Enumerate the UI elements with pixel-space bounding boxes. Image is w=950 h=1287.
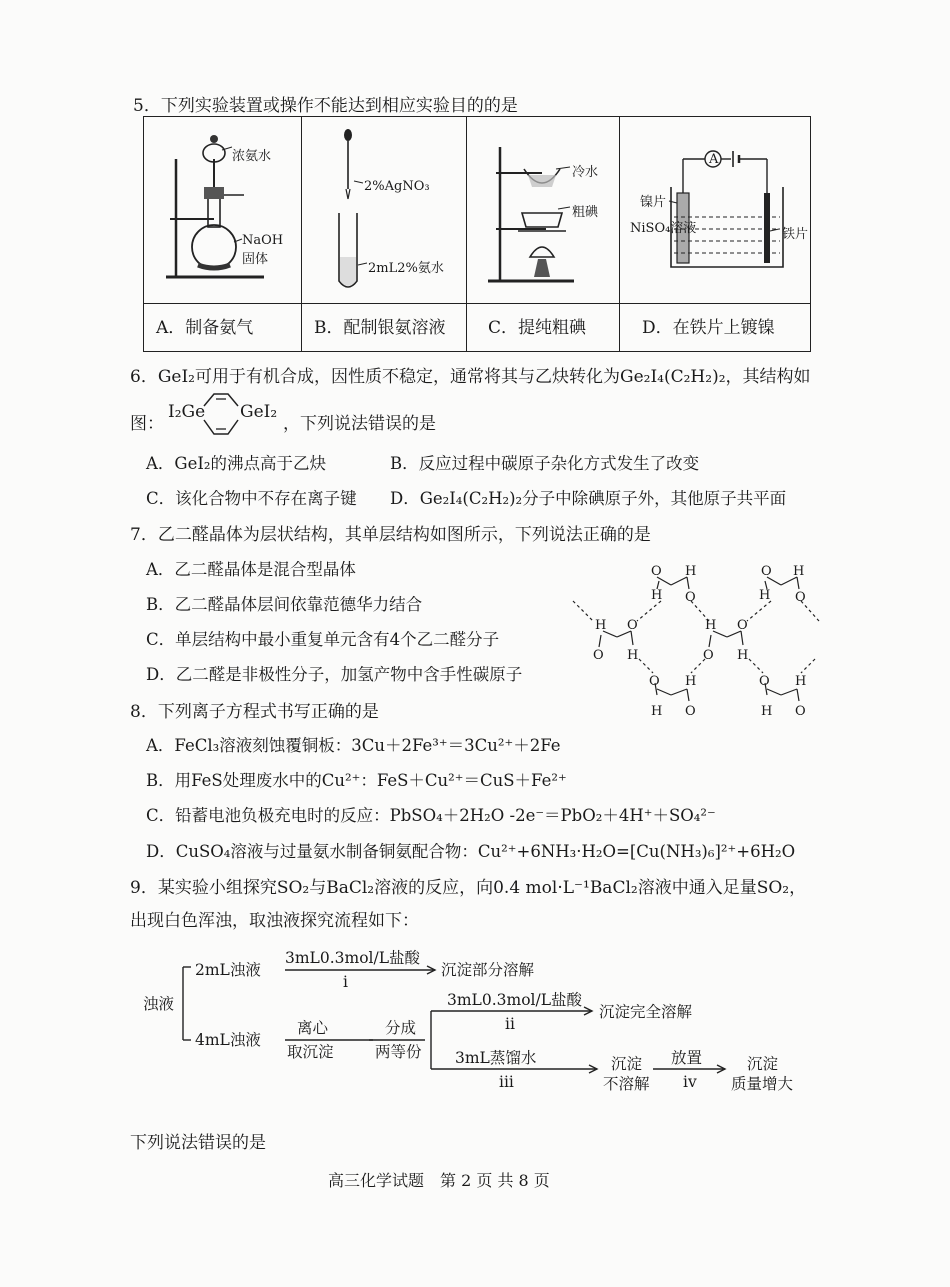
q7-atom-h: H <box>685 564 697 579</box>
q9-stem-line2: 出现白色浑浊，取浊液探究流程如下： <box>130 911 419 931</box>
flow-step-iv: iv <box>683 1073 697 1091</box>
q9-stem-line1: 9．某实验小组探究SO₂与BaCl₂溶液的反应，向0.4 mol·L⁻¹BaCl₂溶液中通入足量SO₂， <box>130 878 807 898</box>
q8-option-d[interactable]: D．CuSO₄溶液与过量氨水制备铜氨配合物：Cu²⁺+6NH₃·H₂O=[Cu(NH₃)₆]²⁺+6H₂O <box>146 842 796 861</box>
q7-glyoxal-layer-figure <box>565 555 825 725</box>
q6-struct-right: GeI₂ <box>240 402 278 422</box>
q7-atom-o: O <box>627 618 638 633</box>
q8-option-a[interactable]: A．FeCl₃溶液刻蚀覆铜板：3Cu＋2Fe³⁺＝3Cu²⁺＋2Fe <box>146 736 561 755</box>
q7-atom-h: H <box>651 704 663 719</box>
apparatus-d-label-nickel: 镍片 <box>640 195 667 210</box>
q7-atom-h: H <box>793 564 805 579</box>
flow-centrifuge-2: 取沉淀 <box>287 1043 334 1061</box>
q6-option-d[interactable]: D．Ge₂I₄(C₂H₂)₂分子中除碘原子外，其他原子共平面 <box>390 489 787 508</box>
q7-atom-o: O <box>795 704 806 719</box>
apparatus-b-label-agno3: 2%AgNO₃ <box>364 179 430 194</box>
q9-followup: 下列说法错误的是 <box>130 1133 266 1153</box>
q7-option-a[interactable]: A．乙二醛晶体是混合型晶体 <box>146 560 356 579</box>
q6-option-b[interactable]: B．反应过程中碳原子杂化方式发生了改变 <box>390 454 700 473</box>
q7-atom-o: O <box>761 564 772 579</box>
q7-atom-h: H <box>651 588 663 603</box>
q6-stem-line1: 6．GeI₂可用于有机合成，因性质不稳定，通常将其与乙炔转化为Ge₂I₄(C₂H₂)₂，其结构如 <box>130 367 811 387</box>
flow-result-ii: 沉淀完全溶解 <box>599 1003 693 1021</box>
q5-apparatus-table <box>143 116 811 352</box>
q7-atom-h: H <box>627 648 639 663</box>
q7-atom-o: O <box>649 674 660 689</box>
q6-stem-prefix: 图： <box>130 414 164 434</box>
flow-bottom-branch: 4mL浊液 <box>195 1031 261 1049</box>
q5-option-c[interactable]: C．提纯粗碘 <box>488 318 587 338</box>
apparatus-d-figure <box>619 117 810 303</box>
apparatus-c-label-water: 冷水 <box>572 165 599 180</box>
q7-option-c[interactable]: C．单层结构中最小重复单元含有4个乙二醛分子 <box>146 630 500 649</box>
q8-option-b[interactable]: B．用FeS处理废水中的Cu²⁺：FeS＋Cu²⁺＝CuS＋Fe²⁺ <box>146 771 567 790</box>
flow-centrifuge-1: 离心 <box>297 1019 329 1037</box>
flow-top-branch: 2mL浊液 <box>195 961 261 979</box>
q7-atom-h: H <box>685 674 697 689</box>
flow-result-iii-2: 不溶解 <box>603 1075 650 1093</box>
q7-atom-o: O <box>737 618 748 633</box>
q6-option-c[interactable]: C．该化合物中不存在离子键 <box>146 489 357 508</box>
apparatus-a-label-naoh: NaOH <box>242 233 284 248</box>
flow-split-2: 两等份 <box>375 1043 422 1061</box>
q7-atom-o: O <box>703 648 714 663</box>
flow-step-iv-reagent: 放置 <box>671 1049 703 1067</box>
apparatus-a-figure <box>144 117 301 303</box>
q8-stem: 8．下列离子方程式书写正确的是 <box>130 702 379 722</box>
flow-result-iv-2: 质量增大 <box>731 1075 794 1093</box>
flow-step-ii: ii <box>505 1015 515 1033</box>
q7-atom-o: O <box>759 674 770 689</box>
q5-stem: 5．下列实验装置或操作不能达到相应实验目的的是 <box>133 96 518 116</box>
flow-step-ii-reagent: 3mL0.3mol/L盐酸 <box>447 991 583 1009</box>
q7-atom-h: H <box>795 674 807 689</box>
flow-result-iv-1: 沉淀 <box>747 1055 779 1073</box>
flow-step-i-reagent: 3mL0.3mol/L盐酸 <box>285 949 421 967</box>
q7-atom-h: H <box>595 618 607 633</box>
q7-atom-h: H <box>737 648 749 663</box>
apparatus-d-ammeter-label: A <box>709 152 719 167</box>
q6-structure-ring <box>200 390 242 440</box>
apparatus-d-label-iron: 铁片 <box>782 227 809 242</box>
q6-stem-suffix: ，下列说法错误的是 <box>283 414 436 434</box>
flow-result-i: 沉淀部分溶解 <box>441 961 535 979</box>
q7-atom-o: O <box>685 590 696 605</box>
q5-option-d[interactable]: D．在铁片上镀镍 <box>642 318 775 338</box>
q7-atom-o: O <box>795 590 806 605</box>
q7-option-d[interactable]: D．乙二醛是非极性分子，加氢产物中含手性碳原子 <box>146 665 523 684</box>
page-footer: 高三化学试题 第 2 页 共 8 页 <box>328 1171 550 1190</box>
q7-atom-o: O <box>593 648 604 663</box>
q6-struct-left: I₂Ge <box>168 402 206 422</box>
flow-step-iii-reagent: 3mL蒸馏水 <box>455 1049 537 1067</box>
q9-flowchart <box>135 945 835 1095</box>
flow-step-i: i <box>343 973 348 991</box>
q6-option-a[interactable]: A．GeI₂的沸点高于乙炔 <box>146 454 326 473</box>
q7-atom-h: H <box>759 588 771 603</box>
apparatus-b-label-ammonia: 2mL2%氨水 <box>368 261 444 276</box>
flow-split-1: 分成 <box>385 1019 417 1037</box>
q5-option-a[interactable]: A．制备氨气 <box>156 318 254 338</box>
flow-step-iii: iii <box>499 1073 514 1091</box>
q7-stem: 7．乙二醛晶体为层状结构，其单层结构如图所示，下列说法正确的是 <box>130 525 651 545</box>
q7-atom-h: H <box>761 704 773 719</box>
q7-atom-o: O <box>651 564 662 579</box>
apparatus-a-label-solid: 固体 <box>242 252 269 267</box>
q7-atom-h: H <box>705 618 717 633</box>
q8-option-c[interactable]: C．铅蓄电池负极充电时的反应：PbSO₄＋2H₂O -2e⁻＝PbO₂＋4H⁺＋SO₄²⁻ <box>146 806 716 825</box>
flow-start: 浊液 <box>143 995 175 1013</box>
apparatus-c-label-iodine: 粗碘 <box>572 205 599 220</box>
q7-atom-o: O <box>685 704 696 719</box>
apparatus-a-label-ammonia: 浓氨水 <box>232 149 272 164</box>
q5-option-b[interactable]: B．配制银氨溶液 <box>314 318 446 338</box>
apparatus-d-label-solution: NiSO₄溶液 <box>630 221 697 236</box>
q7-option-b[interactable]: B．乙二醛晶体层间依靠范德华力结合 <box>146 595 423 614</box>
flow-result-iii-1: 沉淀 <box>611 1055 643 1073</box>
